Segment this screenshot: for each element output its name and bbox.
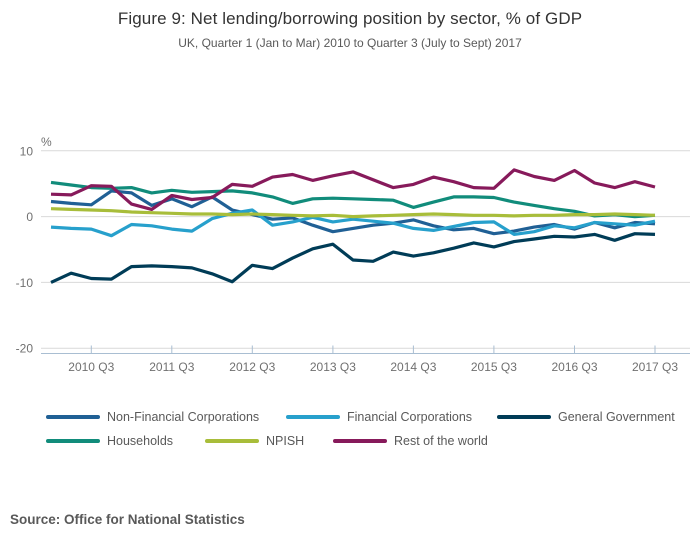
x-tick-label: 2011 Q3 xyxy=(149,360,195,374)
legend-label-general-government: General Government xyxy=(558,410,675,424)
y-tick-label: -20 xyxy=(15,341,33,356)
legend-swatch-households xyxy=(46,439,100,443)
legend-item-rest-of-the-world xyxy=(333,434,488,448)
x-tick-label: 2010 Q3 xyxy=(68,360,115,374)
legend-swatch-financial-corporations xyxy=(286,415,340,419)
legend-item-non-financial-corporations xyxy=(46,410,259,424)
y-tick-label: 0 xyxy=(26,210,33,225)
legend-label-rest-of-the-world: Rest of the world xyxy=(394,434,488,448)
legend-item-households xyxy=(46,434,173,448)
legend-swatch-non-financial-corporations xyxy=(46,415,100,419)
x-tick-label: 2012 Q3 xyxy=(229,360,276,374)
legend-item-financial-corporations xyxy=(286,410,472,424)
y-axis-unit-label: % xyxy=(41,135,52,149)
legend-label-npish: NPISH xyxy=(266,434,305,448)
source-note: Source: Office for National Statistics xyxy=(10,512,245,527)
legend-item-npish xyxy=(205,434,304,448)
page-title: Figure 9: Net lending/borrowing position by sector, % of GDP xyxy=(117,9,583,28)
x-tick-label: 2016 Q3 xyxy=(551,360,598,374)
x-tick-label: 2014 Q3 xyxy=(390,360,437,374)
y-tick-label: 10 xyxy=(19,144,33,159)
legend-label-non-financial-corporations: Non-Financial Corporations xyxy=(107,410,260,424)
x-tick-label: 2017 Q3 xyxy=(631,360,679,374)
page-subtitle: UK, Quarter 1 (Jan to Mar) 2010 to Quarter 3 (July to Sept) 2017 xyxy=(178,36,522,50)
legend-swatch-general-government xyxy=(497,415,551,419)
legend-swatch-npish xyxy=(205,439,259,443)
legend-label-households: Households xyxy=(107,434,174,448)
x-tick-label: 2013 Q3 xyxy=(309,360,356,374)
legend-item-general-government xyxy=(497,410,675,424)
general-government-line xyxy=(51,234,655,283)
legend-label-financial-corporations: Financial Corporations xyxy=(347,410,473,424)
x-tick-label: 2015 Q3 xyxy=(470,360,517,374)
y-tick-label: -10 xyxy=(15,275,33,290)
legend-swatch-rest-of-the-world xyxy=(333,439,387,443)
